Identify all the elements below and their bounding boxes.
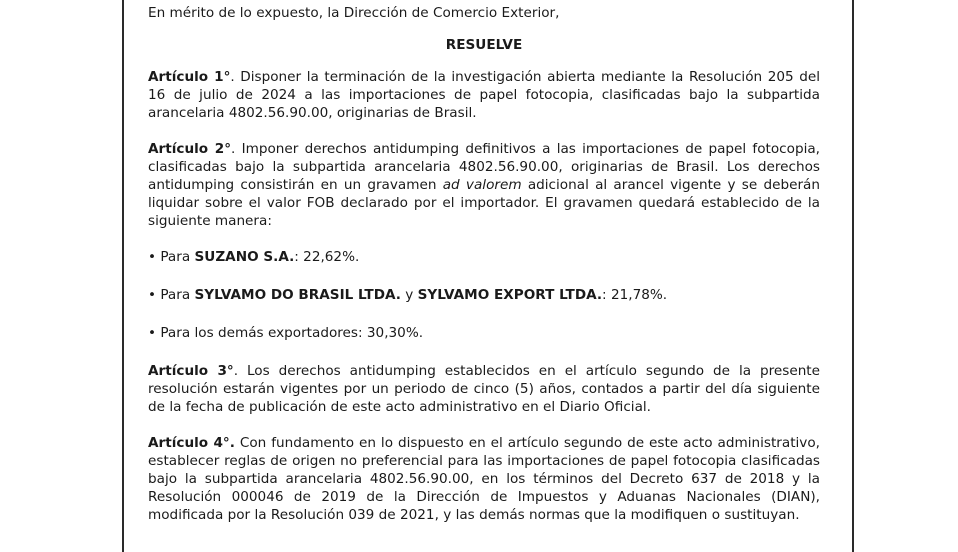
bullet-2-company: SYLVAMO DO BRASIL LTDA. xyxy=(194,287,401,303)
article-2 xyxy=(148,140,820,230)
page-border-left xyxy=(122,0,124,552)
bullet-1-suffix: : 22,62%. xyxy=(294,249,360,265)
article-4-text: Con fundamento en lo dispuesto en el artículo segundo de este acto administrativo, establecer reglas de origen no preferencial para las importaciones de papel fotocopia clasificadas bajo la subpartida arancelaria 4802.56.90.00, en los términos del Decreto 637 de 2018 y la Resolución 000046 de 2019 de la Dirección de Impuestos y Aduanas Nacionales (DIAN), modificada por la Resolución 039 de 2021, y las demás normas que la modifiquen o sustituyan. xyxy=(148,435,820,523)
page-border-right xyxy=(852,0,854,552)
bullet-2-middle: y xyxy=(400,287,418,303)
bullet-2-company2: SYLVAMO EXPORT LTDA. xyxy=(417,287,603,303)
bullet-others: • Para los demás exportadores: 30,30%. xyxy=(148,325,424,341)
article-3-text: . Los derechos antidumping establecidos en el artículo segundo de la presente resolución estarán vigentes por un periodo de cinco (5) años, contados a partir del día siguiente de la fecha de publicación de este acto administrativo en el Diario Oficial. xyxy=(148,363,820,415)
article-1-label: Artículo 1° xyxy=(148,69,231,85)
article-4 xyxy=(148,434,820,524)
article-2-label: Artículo 2° xyxy=(148,141,232,157)
article-3-label: Artículo 3° xyxy=(148,363,234,379)
bullet-2-prefix: • Para xyxy=(148,287,195,303)
resuelve-heading: RESUELVE xyxy=(445,37,523,53)
bullet-2-suffix: : 21,78%. xyxy=(602,287,668,303)
document-body xyxy=(148,4,820,524)
article-4-label: Artículo 4°. xyxy=(148,435,235,451)
article-2-italic: ad valorem xyxy=(442,177,522,193)
article-1-text: . Disponer la terminación de la investigación abierta mediante la Resolución 205 del 16 de julio de 2024 a las importaciones de papel fotocopia, clasificadas bajo la subpartida arancelaria 4802.56.90.00, originarias de Brasil. xyxy=(148,69,820,121)
article-2-text-after: adicional al arancel vigente y se deberán liquidar sobre el valor FOB declarado por el importador. El gravamen quedará establecido de la siguiente manera: xyxy=(148,177,820,229)
bullet-1-company: SUZANO S.A. xyxy=(194,249,295,265)
bullet-suzano xyxy=(148,248,820,266)
article-3 xyxy=(148,362,820,416)
bullet-1-prefix: • Para xyxy=(148,249,195,265)
article-2-text-before: . Imponer derechos antidumping definitivos a las importaciones de papel fotocopia, clasificadas bajo la subpartida arancelaria 4802.56.90.00, originarias de Brasil. Los derechos antidumping consistirán en un gravamen xyxy=(148,141,821,193)
intro-paragraph: En mérito de lo expuesto, la Dirección de Comercio Exterior, xyxy=(148,5,560,21)
bullet-sylvamo xyxy=(148,286,820,304)
article-1 xyxy=(148,68,820,122)
